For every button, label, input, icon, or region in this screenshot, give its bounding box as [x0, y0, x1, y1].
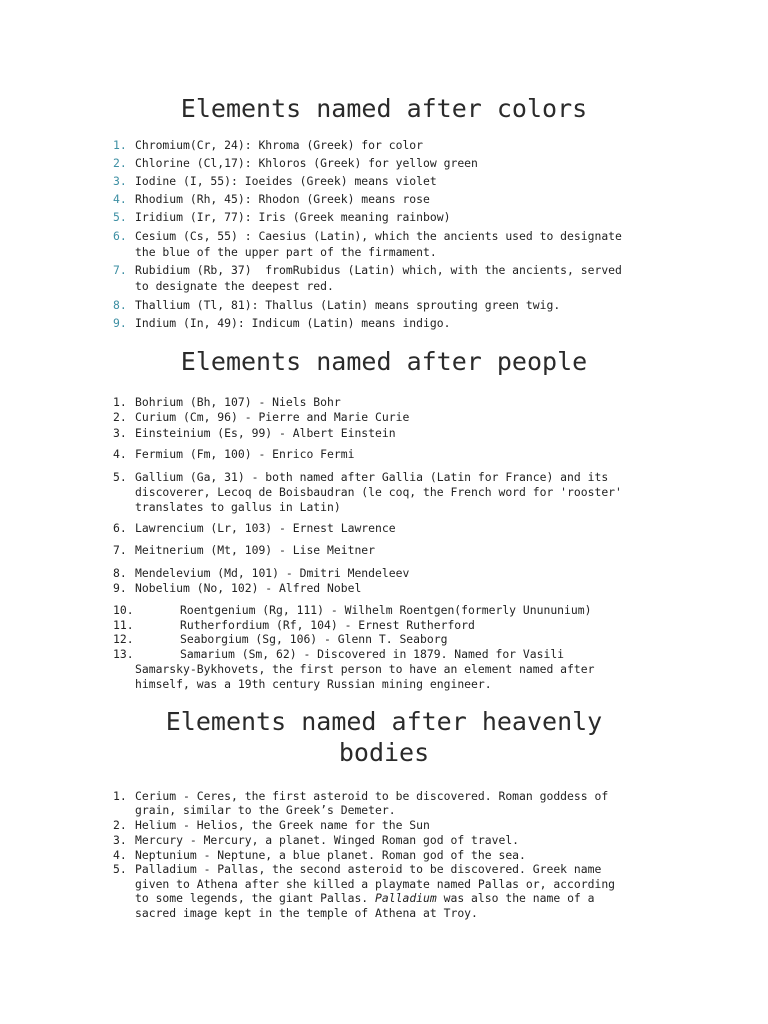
list-text: Helium - Helios, the Greek name for the Sun — [135, 818, 430, 832]
list-text: Indium (In, 49): Indicum (Latin) means indigo. — [135, 316, 451, 330]
list-text: Nobelium (No, 102) - Alfred Nobel — [135, 581, 362, 595]
list-text: Iodine (I, 55): Ioeides (Greek) means violet — [135, 174, 437, 188]
list-text-continued: discoverer, Lecoq de Boisbaudran (le coq, the French word for 'rooster' — [135, 485, 622, 499]
list-text: Bohrium (Bh, 107) - Niels Bohr — [135, 395, 341, 409]
list-number: 2. — [113, 818, 127, 832]
list-number: 13. — [113, 647, 134, 661]
section-title-people: Elements named after people — [180, 347, 588, 376]
list-text: Rhodium (Rh, 45): Rhodon (Greek) means rose — [135, 192, 430, 206]
list-text-continued: grain, similar to the Greek’s Demeter. — [135, 803, 396, 817]
list-text: Cerium - Ceres, the first asteroid to be discovered. Roman goddess of — [135, 789, 609, 803]
list-text: Cesium (Cs, 55) : Caesius (Latin), which the ancients used to designate — [135, 229, 622, 243]
list-number: 3. — [113, 174, 127, 188]
list-text: Chlorine (Cl,17): Khloros (Greek) for yellow green — [135, 156, 478, 170]
list-text: Rutherfordium (Rf, 104) - Ernest Rutherford — [180, 618, 475, 632]
list-number: 5. — [113, 210, 127, 224]
list-number: 5. — [113, 862, 127, 876]
list-text: Samarium (Sm, 62) - Discovered in 1879. Named for Vasili — [180, 647, 565, 661]
list-text: Chromium(Cr, 24): Khroma (Greek) for color — [135, 138, 424, 152]
list-text: Roentgenium (Rg, 111) - Wilhelm Roentgen(formerly Unununium) — [180, 603, 592, 617]
list-number: 7. — [113, 263, 127, 277]
list-number: 3. — [113, 426, 127, 440]
section-title-heavenly-line2: bodies — [338, 738, 430, 767]
list-text: Mercury - Mercury, a planet. Winged Roman god of travel. — [135, 833, 520, 847]
list-text: Rubidium (Rb, 37) fromRubidus (Latin) which, with the ancients, served — [135, 263, 622, 277]
list-text: Iridium (Ir, 77): Iris (Greek meaning rainbow) — [135, 210, 451, 224]
italic-term: Palladium — [375, 891, 437, 905]
list-text-continued: translates to gallus in Latin) — [135, 500, 341, 514]
list-number: 8. — [113, 298, 127, 312]
list-number: 1. — [113, 138, 127, 152]
list-text: Neptunium - Neptune, a blue planet. Roman god of the sea. — [135, 848, 526, 862]
list-number: 9. — [113, 581, 127, 595]
list-number: 10. — [113, 603, 134, 617]
section-title-heavenly-line1: Elements named after heavenly — [165, 707, 603, 736]
list-number: 5. — [113, 470, 127, 484]
list-text: Lawrencium (Lr, 103) - Ernest Lawrence — [135, 521, 396, 535]
section-title-colors: Elements named after colors — [180, 94, 588, 123]
list-text: Curium (Cm, 96) - Pierre and Marie Curie — [135, 410, 410, 424]
list-number: 1. — [113, 789, 127, 803]
list-text: Mendelevium (Md, 101) - Dmitri Mendeleev — [135, 566, 410, 580]
list-number: 1. — [113, 395, 127, 409]
list-text: Fermium (Fm, 100) - Enrico Fermi — [135, 447, 355, 461]
list-text-continued: to designate the deepest red. — [135, 279, 334, 293]
list-text: Einsteinium (Es, 99) - Albert Einstein — [135, 426, 396, 440]
list-number: 9. — [113, 316, 127, 330]
list-text-continued: given to Athena after she killed a playmate named Pallas or, according — [135, 877, 616, 891]
list-text: Palladium - Pallas, the second asteroid to be discovered. Greek name — [135, 862, 602, 876]
list-number: 4. — [113, 192, 127, 206]
list-number: 11. — [113, 618, 134, 632]
list-text: Gallium (Ga, 31) - both named after Gallia (Latin for France) and its — [135, 470, 609, 484]
list-text-plain: was also the name of a — [436, 891, 595, 905]
list-text-plain: to some legends, the giant Pallas. — [135, 891, 369, 905]
list-text: Meitnerium (Mt, 109) - Lise Meitner — [135, 543, 376, 557]
list-text: Thallium (Tl, 81): Thallus (Latin) means sprouting green twig. — [135, 298, 561, 312]
list-number: 8. — [113, 566, 127, 580]
list-text-continued: sacred image kept in the temple of Athena at Troy. — [135, 906, 478, 920]
list-number: 12. — [113, 632, 134, 646]
list-number: 2. — [113, 156, 127, 170]
list-number: 4. — [113, 447, 127, 461]
list-number: 3. — [113, 833, 127, 847]
list-number: 2. — [113, 410, 127, 424]
list-text-continued — [135, 891, 595, 906]
list-text-continued: the blue of the upper part of the firmament. — [135, 245, 437, 259]
list-text-continued: Samarsky-Bykhovets, the first person to have an element named after — [135, 662, 595, 676]
list-number: 7. — [113, 543, 127, 557]
list-number: 4. — [113, 848, 127, 862]
list-number: 6. — [113, 521, 127, 535]
list-text-continued: himself, was a 19th century Russian mining engineer. — [135, 677, 492, 691]
list-number: 6. — [113, 229, 127, 243]
list-text: Seaborgium (Sg, 106) - Glenn T. Seaborg — [180, 632, 448, 646]
